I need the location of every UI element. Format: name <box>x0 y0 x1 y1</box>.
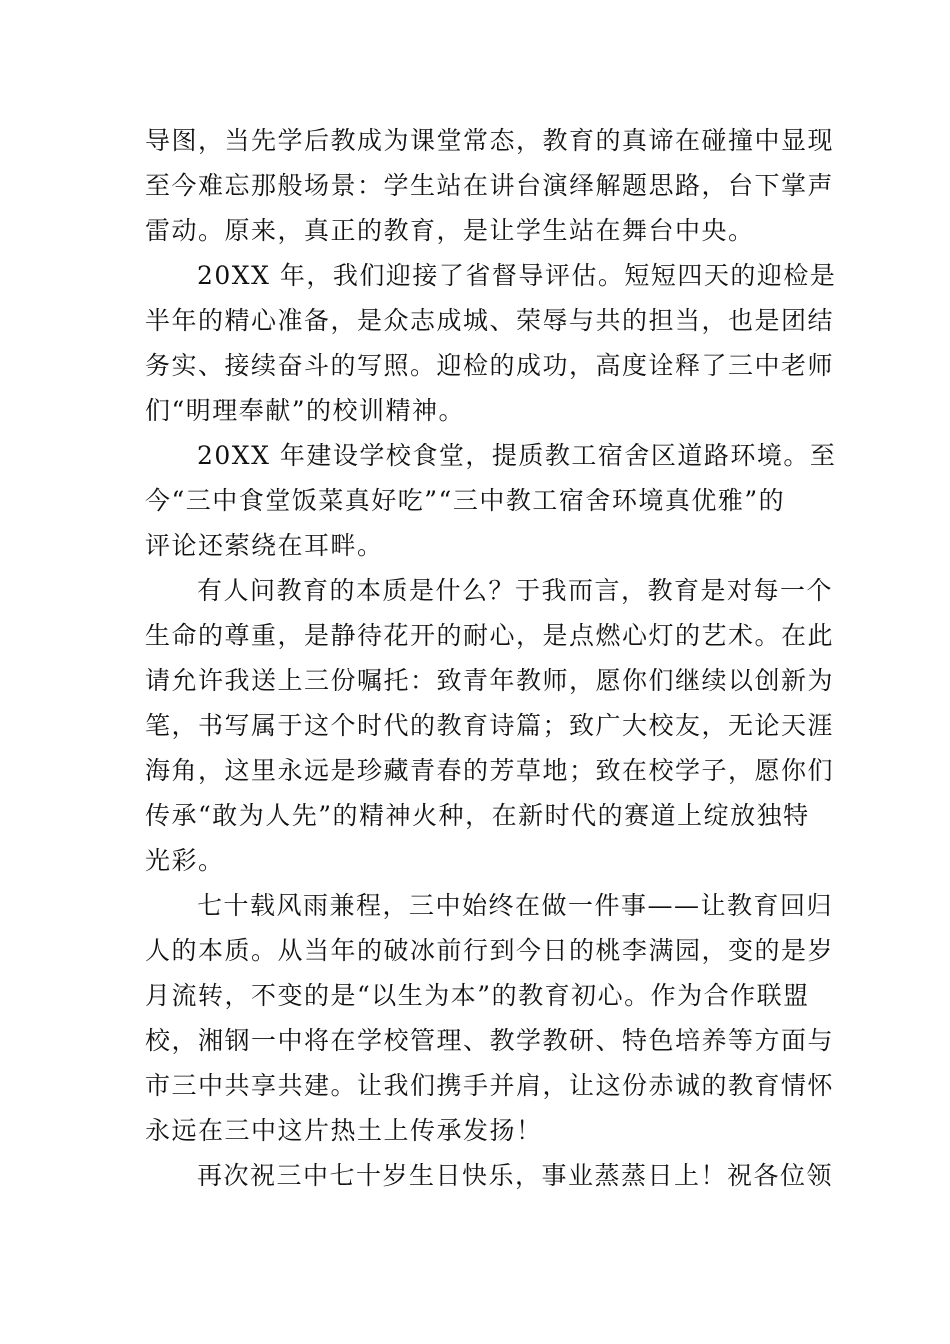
text-line: 导图，当先学后教成为课堂常态，教育的真谛在碰撞中显现 <box>145 126 835 155</box>
paragraph-2 <box>145 253 837 433</box>
text-line: 七十载风雨兼程，三中始终在做一件事——让教育回归 <box>197 891 834 920</box>
text-line: 有人问教育的本质是什么？于我而言，教育是对每一个 <box>197 576 834 605</box>
text-line: 雷动。原来，真正的教育，是让学生站在舞台中央。 <box>145 216 755 245</box>
text-line: 请允许我送上三份嘱托：致青年教师，愿你们继续以创新为 <box>145 666 835 695</box>
text-line: 月流转，不变的是“以生为本”的教育初心。作为合作联盟 <box>145 981 810 1010</box>
text-line: 海角，这里永远是珍藏青春的芳草地；致在校学子，愿你们 <box>145 756 835 785</box>
text-line: 们“明理奉献”的校训精神。 <box>145 396 466 425</box>
paragraph-6 <box>145 1153 834 1198</box>
text-line: 至今难忘那般场景：学生站在讲台演绎解题思路，台下掌声 <box>145 171 835 200</box>
text-line: 评论还萦绕在耳畔。 <box>145 531 384 560</box>
document-body <box>145 118 837 1198</box>
text-line: 人的本质。从当年的破冰前行到今日的桃李满园，变的是岁 <box>145 936 835 965</box>
text-line: 务实、接续奋斗的写照。迎检的成功，高度诠释了三中老师 <box>145 351 835 380</box>
text-line: 传承“敢为人先”的精神火种，在新时代的赛道上绽放独特 <box>145 801 810 830</box>
text-line: 生命的尊重，是静待花开的耐心，是点燃心灯的艺术。在此 <box>145 621 835 650</box>
paragraph-3 <box>145 433 837 568</box>
paragraph-1 <box>145 118 835 253</box>
text-line: 再次祝三中七十岁生日快乐，事业蒸蒸日上！祝各位领 <box>197 1161 834 1190</box>
text-line: 光彩。 <box>145 846 225 875</box>
text-line: 20XX 年，我们迎接了省督导评估。短短四天的迎检是 <box>197 261 837 290</box>
text-line: 今“三中食堂饭菜真好吃”“三中教工宿舍环境真优雅”的 <box>145 486 786 515</box>
paragraph-4 <box>145 568 835 883</box>
paragraph-5 <box>145 883 835 1153</box>
text-line: 半年的精心准备，是众志成城、荣辱与共的担当，也是团结 <box>145 306 835 335</box>
text-line: 笔，书写属于这个时代的教育诗篇；致广大校友，无论天涯 <box>145 711 835 740</box>
text-line: 永远在三中这片热土上传承发扬！ <box>145 1116 543 1145</box>
text-line: 校，湘钢一中将在学校管理、教学教研、特色培养等方面与 <box>145 1026 835 1055</box>
text-line: 市三中共享共建。让我们携手并肩，让这份赤诚的教育情怀 <box>145 1071 835 1100</box>
text-line: 20XX 年建设学校食堂，提质教工宿舍区道路环境。至 <box>197 441 837 470</box>
